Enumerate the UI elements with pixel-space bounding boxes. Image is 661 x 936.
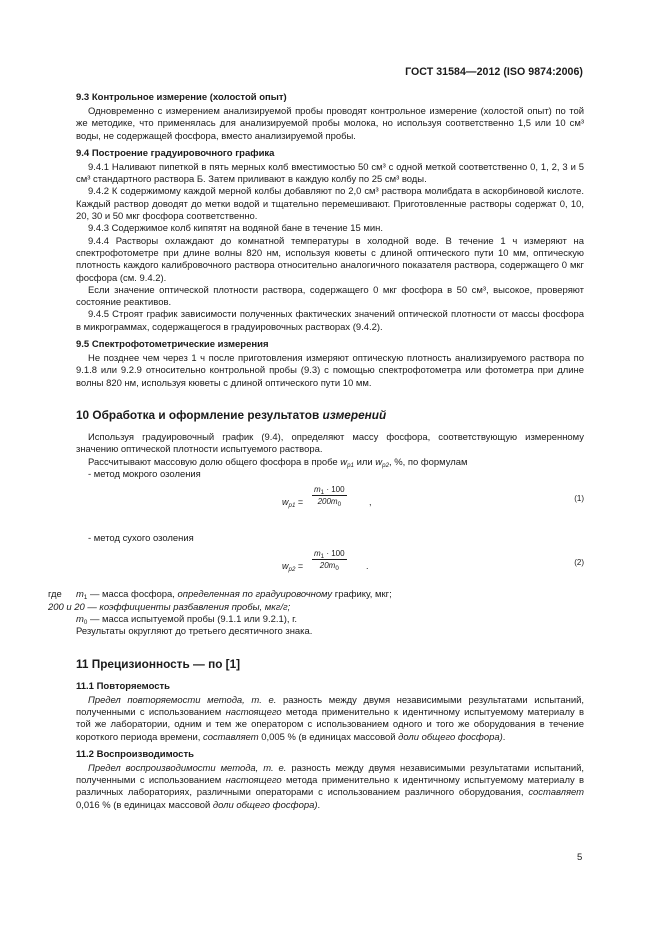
subscript-p1: p1 xyxy=(288,502,296,510)
legend-line-m1 xyxy=(48,589,584,601)
clause-9-4-1: 9.4.1 Наливают пипеткой в пять мерных колб вместимостью 50 см³ с одной меткой соответственно 0, 1, 2, 3 и 5 см³ стандартного раствора Б. Затем приливают в каждую колбу по 25 см³ воды. xyxy=(76,161,584,186)
formula-1-denominator xyxy=(312,496,347,509)
subscript-0: 0 xyxy=(335,565,339,573)
text-span: 200m xyxy=(317,497,338,507)
subscript-p1: p1 xyxy=(347,461,354,469)
subscript-p2: p2 xyxy=(288,566,296,574)
formula-2-fraction xyxy=(312,549,347,573)
clause-9-4-4-note: Если значение оптической плотности раствора, содержащего 0 мкг фосфора в 50 см³, высокое, проверяют состояние реактивов. xyxy=(76,284,584,309)
text-span: разность между двумя независимыми результатами испытаний, полученными с использованием xyxy=(76,694,584,718)
subscript-0: 0 xyxy=(337,501,342,509)
text-span-italic: настоящего xyxy=(225,775,282,787)
text-span: · 100 xyxy=(324,485,345,495)
section-9-5-title: 9.5 Спектрофотометрические измерения xyxy=(76,339,269,351)
text-span-italic: составляет xyxy=(202,731,259,743)
section-11-2-paragraph xyxy=(76,763,584,812)
text-span: — масса фосфора, xyxy=(87,589,178,601)
method-dry-label: - метод сухого озоления xyxy=(88,533,194,545)
symbol-w: w xyxy=(375,456,383,468)
text-span-italic: определенная по градуировочному xyxy=(177,589,333,601)
section-9-3-title: 9.3 Контрольное измерение (холостой опыт) xyxy=(76,92,287,103)
section-10-paragraph-1: Используя градуировочный график (9.4), определяют массу фосфора, соответствующую измеренному значению оптической плотности испытуемого раствора. xyxy=(76,431,584,456)
formula-2-lhs xyxy=(282,561,304,574)
text-span: — масса испытуемой пробы (9.1.1 или 9.2.1), г. xyxy=(87,614,297,626)
subscript-1: 1 xyxy=(320,553,325,561)
legend-line-m0 xyxy=(76,614,584,626)
clause-9-4-2: 9.4.2 К содержимому каждой мерной колбы добавляют по 2,0 см³ раствора молибдата в аскорбиновой кислоте. Каждый раствор доводят до метки водой и тщательно перемешивают. Приготовленные растворы содержат 0, 10, 20, 30 и 50 мкг фосфора соответственно. xyxy=(76,186,584,223)
page-number: 5 xyxy=(577,852,583,863)
formula-2-denominator xyxy=(312,560,347,573)
formula-2 xyxy=(76,547,584,583)
section-11-1-paragraph xyxy=(76,695,584,744)
section-9-5-paragraph: Не позднее чем через 1 ч после приготовления измеряют оптическую плотность анализируемого раствора по 9.1.8 или 9.2.9 относительно контрольной пробы (9.3) с помощью спектрофотометра или фотометра при длине волны 820 нм, используя кюветы с длиной оптического пути 10 мм. xyxy=(76,353,584,389)
legend-where: где xyxy=(48,589,62,601)
section-9-4-title: 9.4 Построение градуировочного графика xyxy=(76,147,275,159)
formula-1-fraction xyxy=(312,485,347,509)
method-wet-label: - метод мокрого озоления xyxy=(88,468,201,480)
subscript-1: 1 xyxy=(83,594,88,602)
text-span: , %, по формулам xyxy=(389,456,468,468)
text-span-italic: составляет xyxy=(528,787,584,799)
text-span: 20m xyxy=(319,561,336,571)
section-10-title-italic: измерений xyxy=(322,407,387,422)
symbol-w: w xyxy=(282,561,289,572)
formula-2-number: (2) xyxy=(574,558,584,568)
section-10-title xyxy=(76,408,584,423)
symbol-m: m xyxy=(314,549,321,559)
section-9-3-paragraph: Одновременно с измерением анализируемой пробы проводят контрольное измерение (холостой опыт) по той же методике, что применялась для анализируемой пробы молока, но используя соответственно 1,5 или 10 см³ воды, не содержащей фосфора, вместо анализируемой пробы. xyxy=(76,106,584,142)
text-span: 0,016 % (в единицах массовой xyxy=(76,799,213,811)
clause-9-4-3: 9.4.3 Содержимое колб кипятят на водяной бане в течение 15 мин. xyxy=(88,223,384,235)
text-span: метода применительно к идентичному испытуемому материалу в различных лабораториях, различными операторами с использованием различного оборудования, xyxy=(76,775,584,799)
text-span: . xyxy=(317,799,321,811)
symbol-m: m xyxy=(76,614,84,626)
text-span-italic: настоящего xyxy=(225,706,282,718)
standard-header: ГОСТ 31584—2012 (ISO 9874:2006) xyxy=(405,66,583,78)
symbol-w: w xyxy=(340,456,348,468)
section-10-title-main: 10 Обработка и оформление результатов xyxy=(76,407,323,422)
legend-line-dilution xyxy=(48,602,584,614)
text-span: 0,005 % (в единицах массовой xyxy=(258,731,399,743)
text-span-italic: Предел повторяемости метода, т. е. xyxy=(88,694,277,706)
formula-2-period: . xyxy=(366,561,369,572)
section-11-2-title: 11.2 Воспроизводимость xyxy=(76,748,194,760)
text-span: метода применительно к идентичному испытуемому материалу в той же лаборатории, одним и тем же оператором с использованием одного и того же оборудования в течение короткого периода времени, xyxy=(76,706,584,743)
formula-2-numerator xyxy=(312,549,347,560)
rounding-note: Результаты округляют до третьего десятичного знака. xyxy=(76,626,313,638)
section-10-paragraph-2 xyxy=(76,457,584,469)
subscript-1: 1 xyxy=(320,489,325,497)
symbol-m: m xyxy=(314,485,321,495)
section-11-title: 11 Прецизионность — по [1] xyxy=(76,656,241,671)
text-span-italic: Предел воспроизводимости метода, т. е. xyxy=(88,762,287,774)
formula-1-comma: , xyxy=(369,497,372,508)
equals-sign: = xyxy=(295,561,304,572)
clause-9-4-4: 9.4.4 Растворы охлаждают до комнатной температуры в холодной воде. В течение 1 ч измеряют на спектрофотометре при длине волны 820 нм, используя кюветы с длиной оптического пути 10 мм, оптическую плотность каждого калибровочного раствора относительно аналогичного показателя раствора, содержащего 0 мкг фосфора (см. 9.4.2). xyxy=(76,235,584,284)
formula-1-number: (1) xyxy=(574,494,584,504)
text-span: Рассчитывают массовую долю общего фосфора в пробе xyxy=(88,456,341,468)
text-span: разность между двумя независимыми результатами испытаний, полученными с использованием xyxy=(76,762,584,787)
text-span-italic: доли общего фосфора) xyxy=(212,799,318,811)
text-span: или xyxy=(354,456,376,468)
symbol-m: m xyxy=(76,589,84,601)
section-11-1-title: 11.1 Повторяемость xyxy=(76,680,171,692)
legend-m1-text xyxy=(76,589,392,601)
symbol-w: w xyxy=(282,497,289,508)
formula-1-lhs xyxy=(282,497,304,510)
formula-1 xyxy=(76,483,584,519)
subscript-0: 0 xyxy=(83,619,88,627)
formula-1-numerator xyxy=(312,485,347,496)
text-span-italic: 200 и 20 — коэффициенты разбавления пробы, мкг/г; xyxy=(48,601,291,613)
subscript-p2: p2 xyxy=(382,461,390,469)
text-span-italic: доли общего фосфора) xyxy=(398,731,503,743)
equals-sign: = xyxy=(295,497,304,508)
text-span: графику, мкг; xyxy=(332,589,392,601)
text-span: · 100 xyxy=(324,549,345,559)
text-span: . xyxy=(502,731,506,743)
page-content xyxy=(48,92,584,812)
clause-9-4-5: 9.4.5 Строят график зависимости полученных фактических значений оптической плотности от массы фосфора в микрограммах, содержащегося в градуировочных растворах (9.4.2). xyxy=(76,309,584,333)
